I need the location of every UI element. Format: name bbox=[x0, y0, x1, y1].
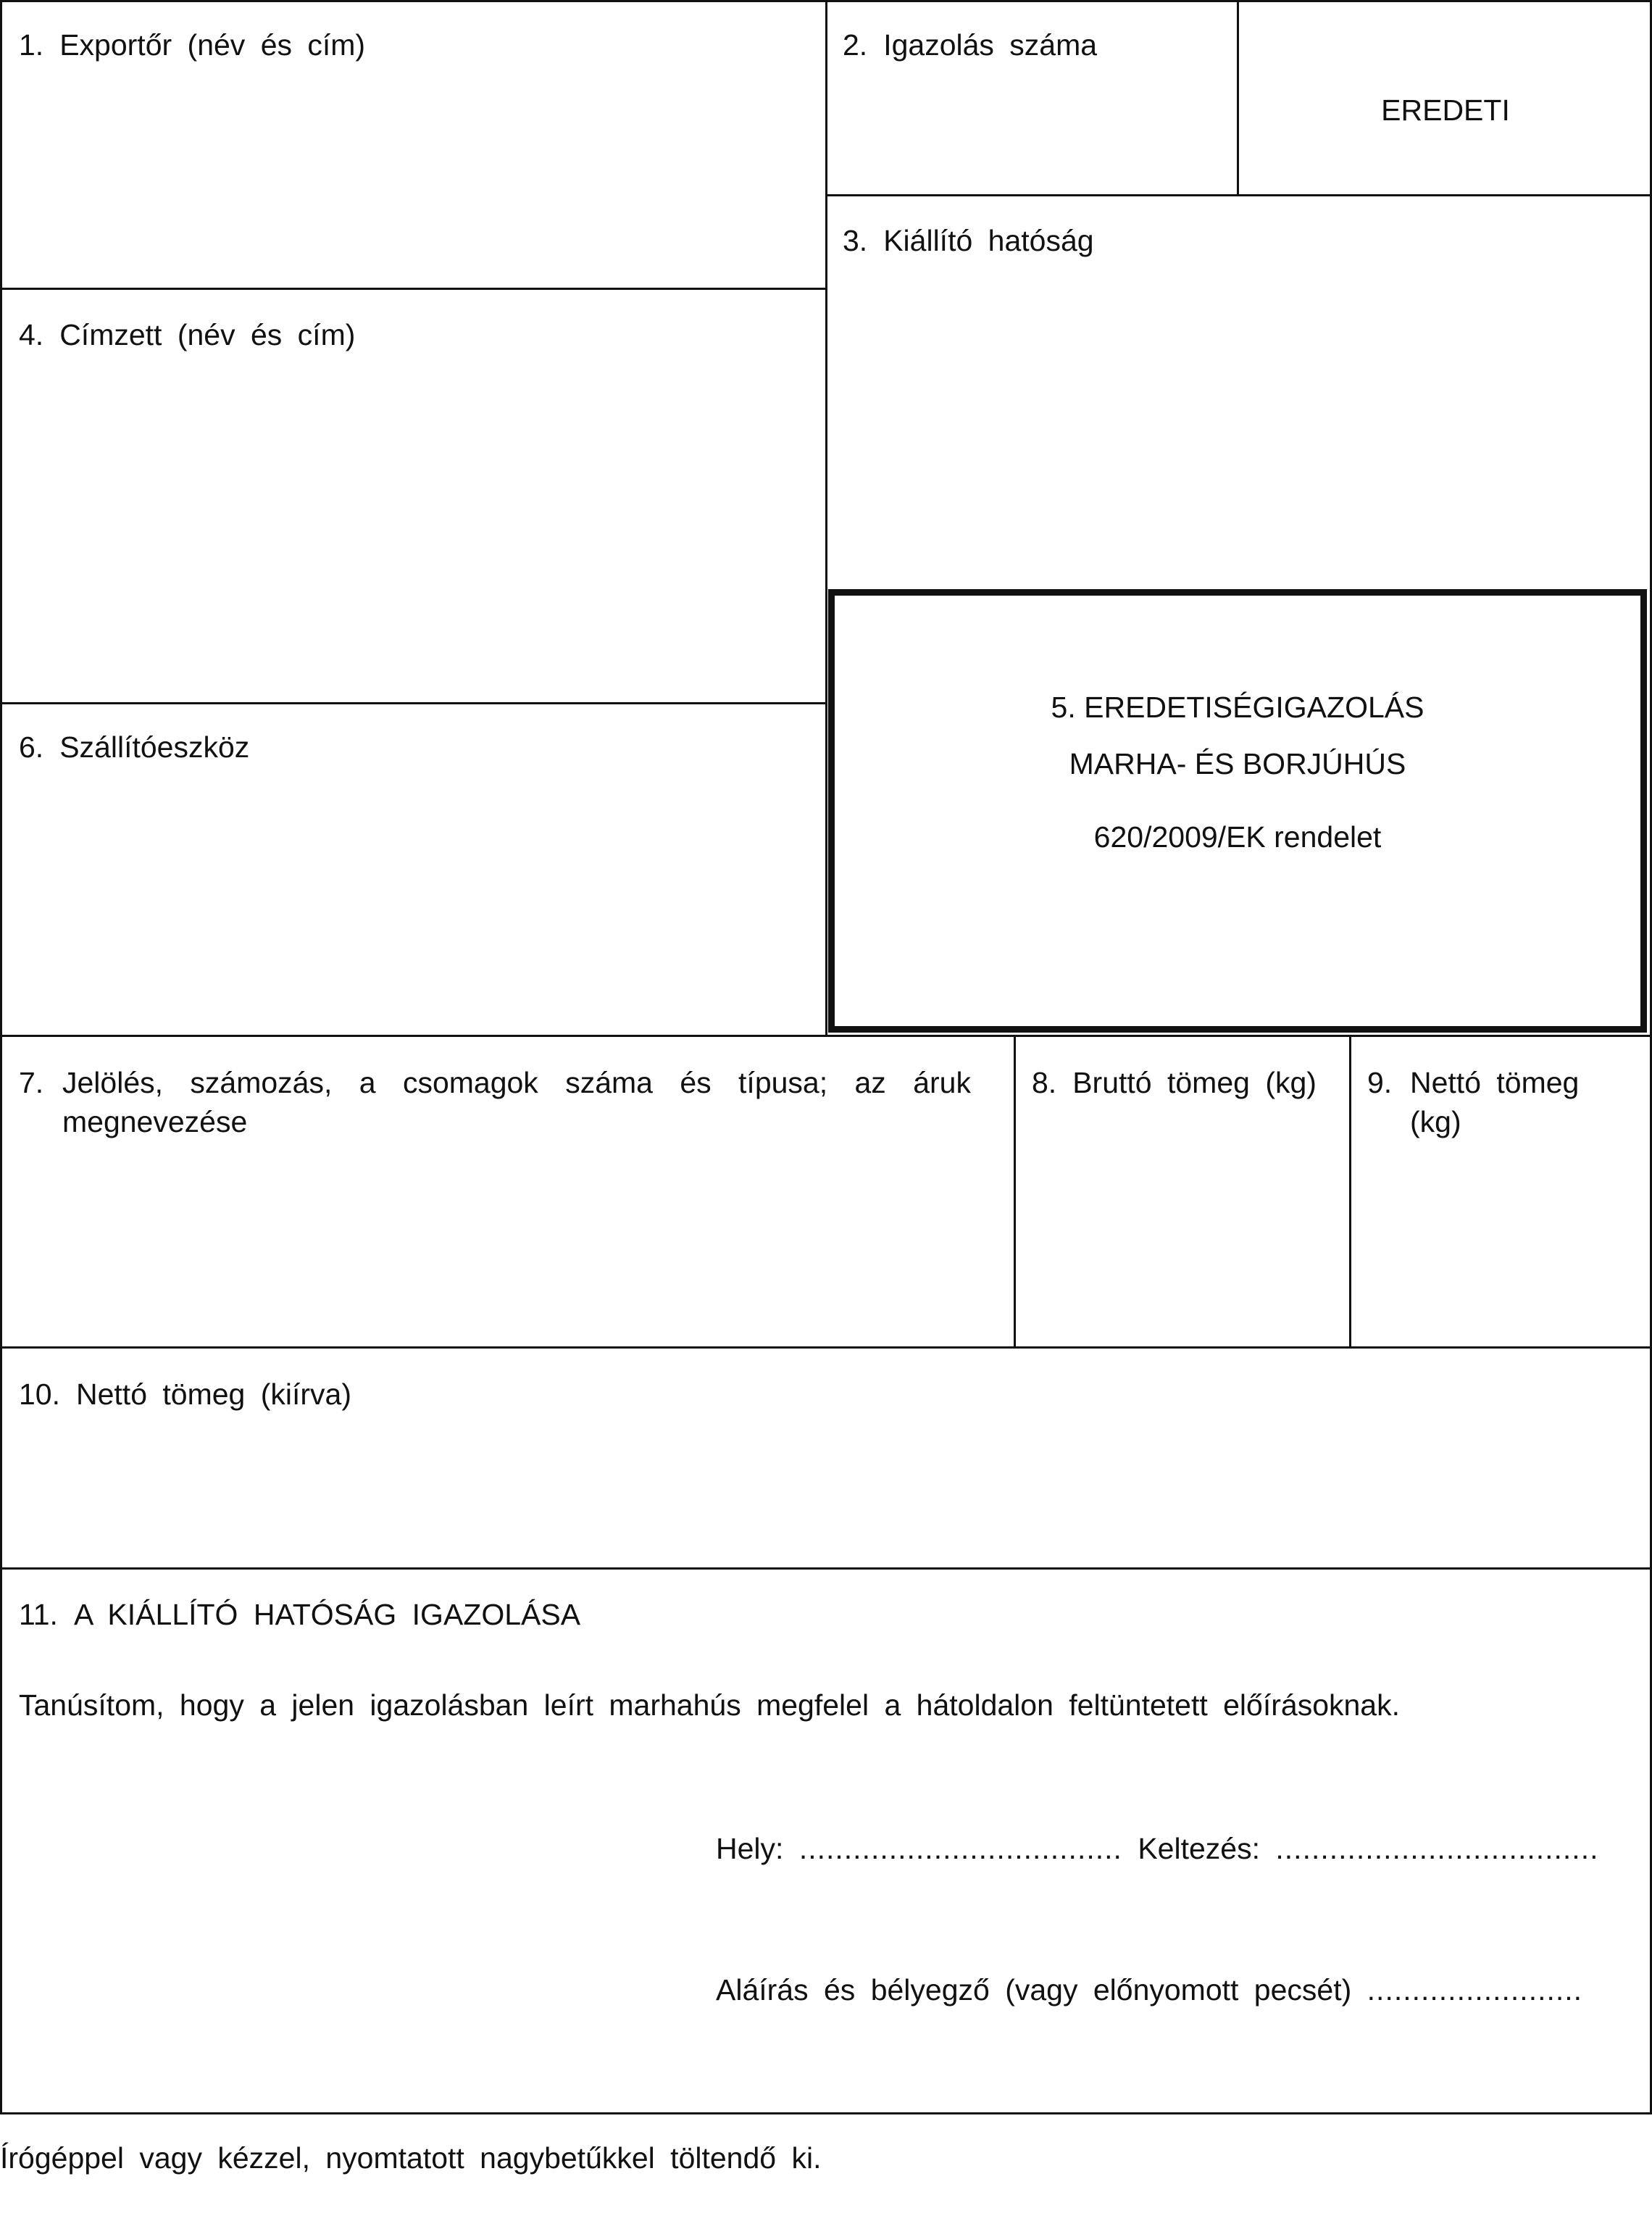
box5-title: 5. EREDETISÉGIGAZOLÁS bbox=[1051, 691, 1424, 724]
signature-label: Aláírás és bélyegző (vagy előnyomott pecsét) bbox=[716, 1973, 1352, 2007]
place-field[interactable]: .................................... bbox=[798, 1832, 1122, 1865]
box2-label bbox=[843, 25, 1097, 65]
box10-text: Nettó tömeg (kiírva) bbox=[76, 1378, 351, 1411]
box4-label bbox=[19, 314, 355, 355]
box11-label bbox=[19, 1594, 580, 1635]
box4-number: 4. bbox=[19, 318, 44, 351]
signature-field[interactable]: ........................ bbox=[1367, 1973, 1583, 2007]
box3-label bbox=[843, 220, 1094, 261]
signature-line bbox=[716, 1970, 1582, 2010]
box5-regulation: 620/2009/EK rendelet bbox=[1093, 820, 1382, 854]
place-date-line bbox=[716, 1828, 1598, 1869]
box6-text: Szállítóeszköz bbox=[59, 730, 250, 764]
box7-number: 7. bbox=[19, 1066, 44, 1099]
divider-col-main bbox=[825, 0, 827, 1036]
box11-number: 11. bbox=[19, 1598, 58, 1631]
box1-text: Exportőr (név és cím) bbox=[59, 28, 366, 62]
box8-number: 8. bbox=[1032, 1066, 1057, 1099]
divider-row-box7 bbox=[0, 1035, 1652, 1037]
divider-box8-box9 bbox=[1349, 1035, 1351, 1348]
box9-number: 9. bbox=[1367, 1066, 1393, 1099]
box7-label-line2: megnevezése bbox=[62, 1105, 248, 1138]
divider-row-box11 bbox=[0, 1567, 1652, 1570]
box5-frame bbox=[828, 589, 1647, 1033]
box7-label-line1: Jelölés, számozás, a csomagok száma és típusa; az áruk bbox=[62, 1066, 971, 1099]
box10-label bbox=[19, 1374, 351, 1414]
date-field[interactable]: .................................... bbox=[1275, 1832, 1599, 1865]
box3-number: 3. bbox=[843, 224, 868, 257]
box8-text: Bruttó tömeg (kg) bbox=[1072, 1066, 1317, 1099]
box8-label bbox=[1032, 1062, 1317, 1103]
original-marker: EREDETI bbox=[1381, 93, 1510, 127]
frame-bottom bbox=[0, 2112, 1652, 2114]
box9-label-line2: (kg) bbox=[1410, 1105, 1461, 1138]
box4-text: Címzett (név és cím) bbox=[59, 318, 356, 351]
box10-number: 10. bbox=[19, 1378, 60, 1411]
divider-box1-box4 bbox=[0, 288, 827, 290]
footer-note: Írógéppel vagy kézzel, nyomtatott nagybetűkkel töltendő ki. bbox=[0, 2141, 822, 2175]
divider-box7-box8 bbox=[1014, 1035, 1016, 1348]
place-label: Hely: bbox=[716, 1832, 784, 1865]
box11-statement: Tanúsítom, hogy a jelen igazolásban leírt marhahús megfelel a hátoldalon feltüntetett előírásoknak. bbox=[19, 1688, 1400, 1722]
divider-row-box10 bbox=[0, 1346, 1652, 1349]
box3-text: Kiállító hatóság bbox=[883, 224, 1094, 257]
divider-box2-box3 bbox=[825, 194, 1652, 196]
box6-label bbox=[19, 727, 249, 767]
box1-label bbox=[19, 25, 365, 65]
box2-number: 2. bbox=[843, 28, 868, 62]
box2-text: Igazolás száma bbox=[883, 28, 1098, 62]
box9-label-line1: Nettó tömeg bbox=[1410, 1066, 1580, 1099]
box6-number: 6. bbox=[19, 730, 44, 764]
box1-number: 1. bbox=[19, 28, 44, 62]
date-label: Keltezés: bbox=[1138, 1832, 1260, 1865]
box11-text: A KIÁLLÍTÓ HATÓSÁG IGAZOLÁSA bbox=[73, 1598, 581, 1631]
frame-left bbox=[0, 0, 2, 2114]
box5-subtitle: MARHA- ÉS BORJÚHÚS bbox=[1069, 747, 1406, 780]
divider-box4-box6 bbox=[0, 702, 827, 704]
